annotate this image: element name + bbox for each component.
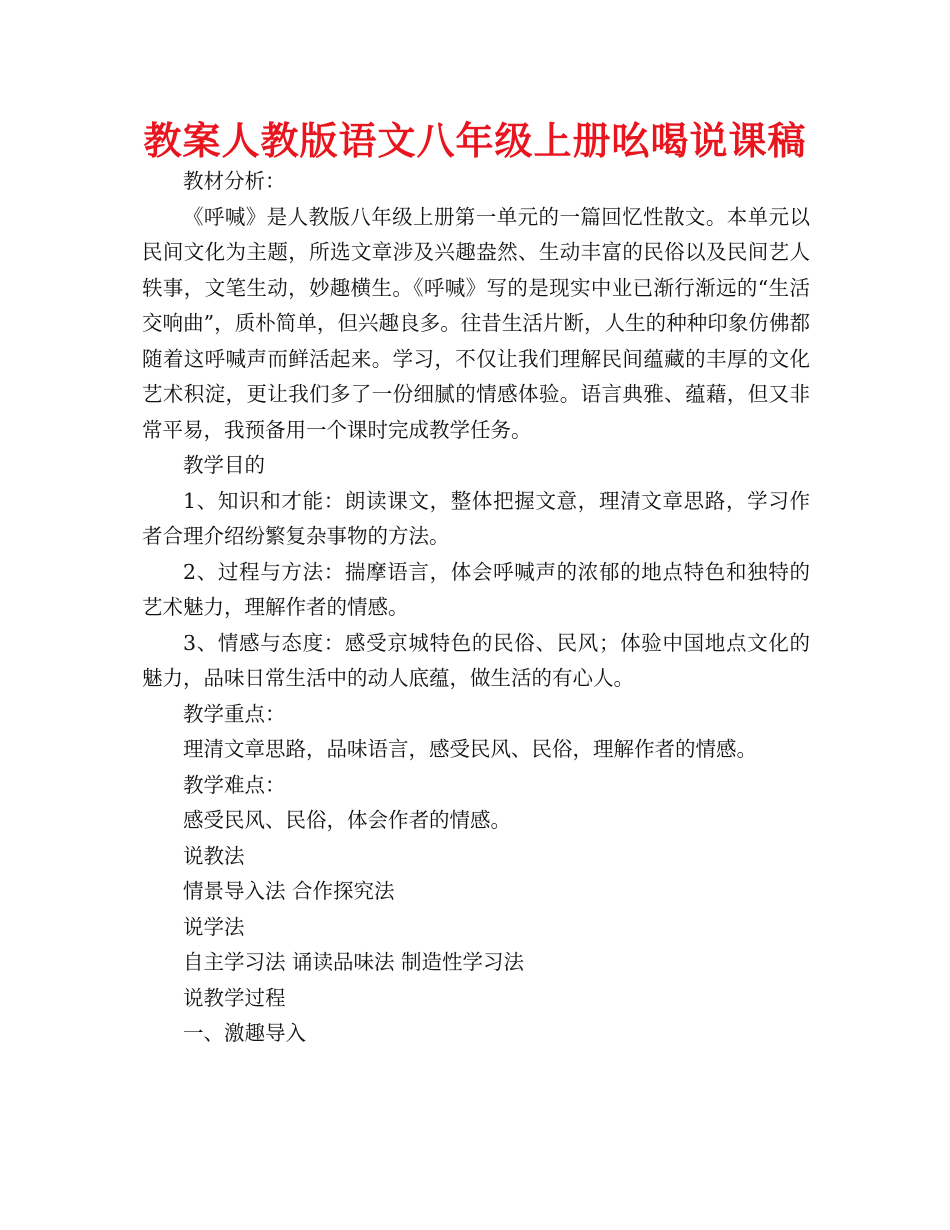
paragraph-objective-3: 3、情感与态度：感受京城特色的民俗、民风；体验中国地点文化的魅力，品味日常生活中的动人底蕴，做生活的有心人。 — [142, 630, 810, 690]
paragraph-key-points: 理清文章思路，品味语言，感受民风、民俗，理解作者的情感。 — [183, 737, 757, 761]
paragraph-objective-2: 2、过程与方法：揣摩语言，体会呼喊声的浓郁的地点特色和独特的艺术魅力，理解作者的情感。 — [142, 559, 810, 619]
paragraph-step-1: 一、激趣导入 — [183, 1021, 306, 1045]
paragraph-difficulties-heading: 教学难点： — [183, 772, 286, 797]
paragraph-objective-1: 1、知识和才能：朗读课文，整体把握文意，理清文章思路，学习作者合理介绍纷繁复杂事物的方法。 — [142, 488, 810, 548]
document-body — [142, 164, 810, 1052]
paragraph-materials-heading: 教材分析： — [183, 169, 286, 193]
document-title: 教案人教版语文八年级上册吆喝说课稿 — [143, 119, 807, 163]
paragraph-process-heading: 说教学过程 — [183, 985, 286, 1010]
paragraph-learning-methods-heading: 说学法 — [183, 914, 245, 939]
paragraph-objectives-heading: 教学目的 — [183, 453, 265, 477]
paragraph-key-points-heading: 教学重点： — [183, 701, 286, 726]
paragraph-materials-analysis: 《呼喊》是人教版八年级上册第一单元的一篇回忆性散文。本单元以民间文化为主题，所选文章涉及兴趣盎然、生动丰富的民俗以及民间艺人轶事，文笔生动，妙趣横生。《呼喊》写的是现实中业已渐行渐远的“生活交响曲”，质朴简单，但兴趣良多。往昔生活片断，人生的种种印象仿佛都随着这呼喊声而鲜活起来。学习，不仅让我们理解民间蕴藏的丰厚的文化艺术积淀，更让我们多了一份细腻的情感体验。语言典雅、蕴藉，但又非常平易，我预备用一个课时完成教学任务。 — [142, 204, 810, 442]
paragraph-teaching-methods-heading: 说教法 — [183, 843, 245, 868]
paragraph-difficulties: 感受民风、民俗，体会作者的情感。 — [183, 808, 511, 832]
paragraph-learning-methods: 自主学习法 诵读品味法 制造性学习法 — [183, 950, 525, 974]
paragraph-teaching-methods: 情景导入法 合作探究法 — [183, 879, 395, 903]
